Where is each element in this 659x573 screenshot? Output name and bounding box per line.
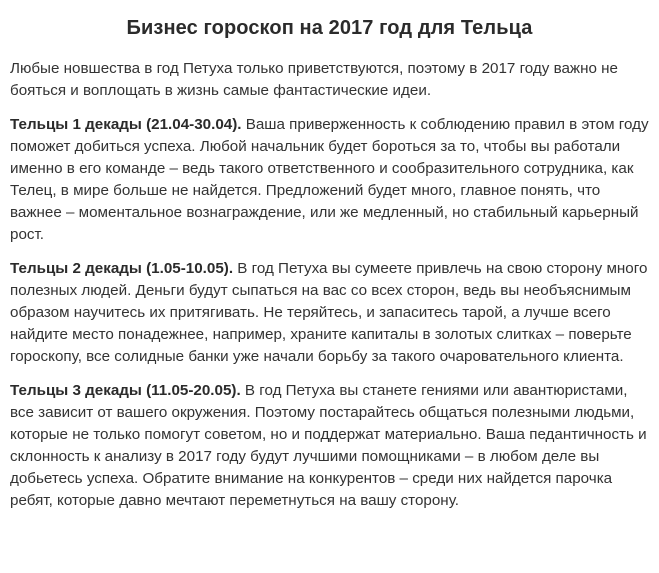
- section-lead: Тельцы 1 декады (21.04-30.04).: [10, 116, 242, 133]
- section-text: Ваша приверженность к соблюдению правил в этом году поможет добиться успеха. Любой начальник будет бороться за то, чтобы вы работали именно в его команде – ведь такого ответственного и сообразительного сотрудника, как Телец, в мире больше не найдется. Предложений будет много, главное понять, что важнее – моментальное вознаграждение, или же медленный, но стабильный карьерный рост.: [10, 116, 649, 243]
- section-decade-1: [10, 114, 649, 246]
- intro-paragraph: Любые новшества в год Петуха только приветствуются, поэтому в 2017 году важно не бояться и воплощать в жизнь самые фантастические идеи.: [10, 60, 618, 99]
- article-title: Бизнес гороскоп на 2017 год для Тельца: [126, 17, 533, 39]
- section-decade-3: [10, 380, 649, 512]
- section-decade-2: [10, 258, 649, 368]
- section-text: В год Петуха вы сумеете привлечь на свою сторону много полезных людей. Деньги будут сыпаться на вас со всех сторон, ведь вы необъяснимым образом научитесь их притягивать. Не теряйтесь, и запаситесь тарой, а лучше всего найдите место понадежнее, например, храните капиталы в золотых слитках – поверьте гороскопу, все солидные банки уже начали борьбу за такого очаровательного клиента.: [10, 260, 648, 365]
- section-lead: Тельцы 2 декады (1.05-10.05).: [10, 260, 234, 277]
- section-lead: Тельцы 3 декады (11.05-20.05).: [10, 382, 241, 399]
- section-text: В год Петуха вы станете гениями или авантюристами, все зависит от вашего окружения. Поэтому постарайтесь общаться полезными людьми, которые не только помогут советом, но и поддержат материально. Ваша педантичность и склонность к анализу в 2017 году будут лучшими помощниками – в любом деле вы добьетесь успеха. Обратите внимание на конкурентов – среди них найдется парочка ребят, которые давно мечтают переметнуться на вашу сторону.: [10, 382, 647, 509]
